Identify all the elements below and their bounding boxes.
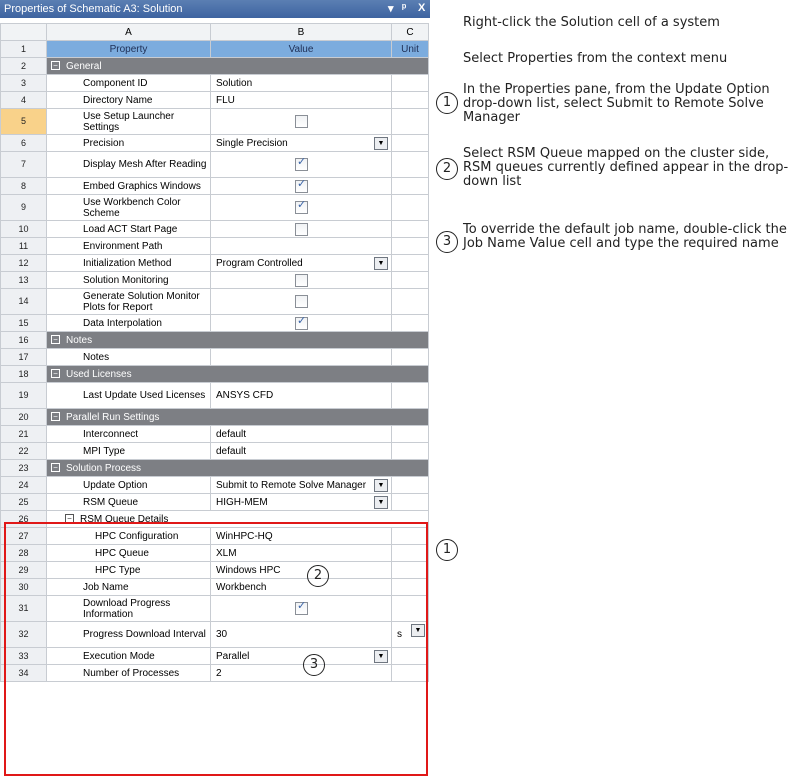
collapse-icon[interactable]: −	[51, 369, 60, 378]
property-label: Notes	[47, 349, 211, 366]
row-number: 5	[1, 109, 47, 135]
value-text: Submit to Remote Solve Manager	[216, 479, 367, 491]
instruction-line-2: Select Properties from the context menu	[463, 51, 728, 66]
property-label: RSM Queue	[47, 494, 211, 511]
header-row	[1, 41, 429, 58]
row-number: 9	[1, 195, 47, 221]
table-row[interactable]	[1, 562, 429, 579]
annotation-circle-3: 3	[303, 654, 325, 676]
unit-cell	[392, 92, 429, 109]
group-header[interactable]	[47, 332, 429, 349]
unit-cell[interactable]	[392, 622, 429, 648]
unit-cell	[392, 579, 429, 596]
value-cell[interactable]	[211, 477, 392, 494]
group-label: Parallel Run Settings	[66, 411, 160, 423]
checkbox[interactable]	[295, 158, 308, 171]
annotation-circle-1: 1	[436, 539, 458, 561]
value-text: 30	[216, 629, 228, 640]
table-row[interactable]	[1, 109, 429, 135]
unit-cell	[392, 665, 429, 682]
value-text: Workbench	[216, 581, 267, 593]
row-number: 12	[1, 255, 47, 272]
row-number: 8	[1, 178, 47, 195]
dropdown-arrow-icon[interactable]: ▼	[374, 650, 388, 663]
group-label: Solution Process	[66, 462, 142, 474]
subgroup-header[interactable]	[47, 511, 429, 528]
table-row[interactable]	[1, 315, 429, 332]
table-row[interactable]	[1, 58, 429, 75]
property-label: HPC Configuration	[47, 528, 211, 545]
row-number: 2	[1, 58, 47, 75]
unit-cell	[392, 562, 429, 579]
value-text: Windows HPC	[216, 564, 281, 576]
collapse-icon[interactable]: −	[51, 412, 60, 421]
value-cell[interactable]	[211, 545, 392, 562]
value-text: ANSYS CFD	[216, 390, 274, 401]
dropdown-arrow-icon[interactable]: ▾	[388, 3, 394, 15]
table-row[interactable]	[1, 152, 429, 178]
value-cell[interactable]	[211, 315, 392, 332]
table-row[interactable]	[1, 238, 429, 255]
table-row[interactable]	[1, 75, 429, 92]
value-text: Parallel	[216, 650, 250, 662]
value-cell[interactable]	[211, 152, 392, 178]
unit-cell	[392, 195, 429, 221]
checkbox[interactable]	[295, 317, 308, 330]
unit-cell	[392, 272, 429, 289]
property-label: Number of Processes	[47, 665, 211, 682]
table-row[interactable]	[1, 383, 429, 409]
table-row[interactable]	[1, 460, 429, 477]
value-text: default	[216, 445, 247, 457]
unit-cell	[392, 648, 429, 665]
subgroup-label: RSM Queue Details	[80, 513, 169, 525]
property-label: Solution Monitoring	[47, 272, 211, 289]
unit-cell	[392, 349, 429, 366]
row-number: 16	[1, 332, 47, 349]
value-cell[interactable]	[211, 135, 392, 152]
property-label: Execution Mode	[47, 648, 211, 665]
row-number: 25	[1, 494, 47, 511]
row-number: 20	[1, 409, 47, 426]
unit-cell	[392, 75, 429, 92]
collapse-icon[interactable]: −	[65, 514, 74, 523]
collapse-icon[interactable]: −	[51, 61, 60, 70]
annotation-circle-2: 2	[307, 565, 329, 587]
value-cell[interactable]	[211, 178, 392, 195]
value-cell[interactable]	[211, 622, 392, 648]
table-row[interactable]	[1, 366, 429, 383]
unit-text: s	[397, 629, 402, 640]
table-row[interactable]	[1, 195, 429, 221]
row-number: 11	[1, 238, 47, 255]
row-number: 4	[1, 92, 47, 109]
value-cell[interactable]	[211, 195, 392, 221]
row-number: 22	[1, 443, 47, 460]
header-row: 1	[1, 41, 47, 58]
table-row[interactable]	[1, 135, 429, 152]
value-cell[interactable]	[211, 665, 392, 682]
table-row[interactable]	[1, 665, 429, 682]
row-number: 28	[1, 545, 47, 562]
property-label: Interconnect	[47, 426, 211, 443]
checkbox[interactable]	[295, 223, 308, 236]
column-header-row	[1, 24, 429, 41]
checkbox[interactable]	[295, 201, 308, 214]
group-header[interactable]	[47, 460, 429, 477]
value-text: default	[216, 428, 247, 440]
value-cell[interactable]	[211, 349, 392, 366]
pin-icon[interactable]: ᵖ	[402, 2, 407, 14]
value-cell[interactable]	[211, 579, 392, 596]
property-label: Directory Name	[47, 92, 211, 109]
table-row[interactable]	[1, 221, 429, 238]
dropdown-arrow-icon[interactable]: ▼	[374, 257, 388, 270]
value-cell[interactable]	[211, 75, 392, 92]
group-label: Notes	[66, 334, 93, 346]
unit-cell	[392, 238, 429, 255]
table-row[interactable]	[1, 272, 429, 289]
property-label: Last Update Used Licenses	[47, 383, 211, 409]
property-label: Initialization Method	[47, 255, 211, 272]
checkbox[interactable]	[295, 602, 308, 615]
value-cell[interactable]	[211, 443, 392, 460]
unit-cell	[392, 477, 429, 494]
dropdown-arrow-icon[interactable]: ▼	[374, 479, 388, 492]
value-text: XLM	[216, 547, 237, 559]
table-row[interactable]	[1, 545, 429, 562]
checkbox[interactable]	[295, 274, 308, 287]
value-cell[interactable]	[211, 92, 392, 109]
row-number: 17	[1, 349, 47, 366]
checkbox[interactable]	[295, 115, 308, 128]
value-text: Program Controlled	[216, 257, 303, 269]
column-header-b[interactable]: B	[211, 24, 392, 41]
header-property: Property	[47, 41, 211, 58]
value-cell[interactable]	[211, 426, 392, 443]
value-text: Single Precision	[216, 137, 288, 149]
window-title: Properties of Schematic A3: Solution	[4, 3, 183, 15]
value-cell[interactable]	[211, 648, 392, 665]
unit-cell	[392, 221, 429, 238]
property-label: Precision	[47, 135, 211, 152]
property-label: Job Name	[47, 579, 211, 596]
unit-cell	[392, 443, 429, 460]
unit-cell	[392, 109, 429, 135]
table-row[interactable]	[1, 622, 429, 648]
unit-cell	[392, 178, 429, 195]
value-cell[interactable]	[211, 221, 392, 238]
row-number: 13	[1, 272, 47, 289]
table-row[interactable]	[1, 579, 429, 596]
value-cell[interactable]	[211, 528, 392, 545]
unit-cell	[392, 494, 429, 511]
row-number: 34	[1, 665, 47, 682]
property-label: Environment Path	[47, 238, 211, 255]
property-label: HPC Queue	[47, 545, 211, 562]
row-number: 24	[1, 477, 47, 494]
value-cell[interactable]	[211, 596, 392, 622]
column-header-corner[interactable]	[1, 24, 47, 41]
row-number: 30	[1, 579, 47, 596]
table-row[interactable]	[1, 349, 429, 366]
unit-cell	[392, 315, 429, 332]
column-header-c[interactable]: C	[392, 24, 429, 41]
unit-cell	[392, 289, 429, 315]
property-label: HPC Type	[47, 562, 211, 579]
header-unit: Unit	[392, 41, 429, 58]
property-label: Embed Graphics Windows	[47, 178, 211, 195]
value-text: HIGH-MEM	[216, 496, 268, 508]
property-label: Data Interpolation	[47, 315, 211, 332]
property-label: Component ID	[47, 75, 211, 92]
row-number: 21	[1, 426, 47, 443]
value-cell[interactable]	[211, 109, 392, 135]
row-number: 26	[1, 511, 47, 528]
value-text: Solution	[216, 77, 253, 89]
value-text: WinHPC-HQ	[216, 530, 273, 542]
group-header[interactable]	[47, 58, 429, 75]
property-label: Download Progress Information	[47, 596, 211, 622]
row-number: 14	[1, 289, 47, 315]
value-cell[interactable]	[211, 238, 392, 255]
table-row[interactable]	[1, 178, 429, 195]
table-row[interactable]	[1, 443, 429, 460]
column-header-a[interactable]: A	[47, 24, 211, 41]
table-row[interactable]	[1, 648, 429, 665]
group-label: Used Licenses	[66, 368, 132, 380]
table-row[interactable]	[1, 92, 429, 109]
table-row[interactable]	[1, 289, 429, 315]
row-number: 33	[1, 648, 47, 665]
checkbox[interactable]	[295, 180, 308, 193]
properties-table	[0, 23, 429, 682]
instruction-line-1: Right-click the Solution cell of a system	[463, 15, 720, 30]
group-header[interactable]	[47, 409, 429, 426]
unit-cell	[392, 152, 429, 178]
table-row[interactable]	[1, 511, 429, 528]
step-circle-2: 2	[436, 158, 458, 180]
group-label: General	[66, 60, 102, 72]
value-cell[interactable]	[211, 494, 392, 511]
row-number: 31	[1, 596, 47, 622]
unit-cell	[392, 135, 429, 152]
dropdown-arrow-icon[interactable]: ▼	[411, 624, 425, 637]
value-text: 2	[216, 667, 222, 679]
row-number: 10	[1, 221, 47, 238]
step-circle-3: 3	[436, 231, 458, 253]
row-number: 27	[1, 528, 47, 545]
table-row[interactable]	[1, 528, 429, 545]
table-row[interactable]	[1, 426, 429, 443]
unit-cell	[392, 596, 429, 622]
value-cell[interactable]	[211, 289, 392, 315]
value-cell[interactable]	[211, 255, 392, 272]
row-number: 32	[1, 622, 47, 648]
dropdown-arrow-icon[interactable]: ▼	[374, 137, 388, 150]
row-number: 7	[1, 152, 47, 178]
unit-cell	[392, 528, 429, 545]
title-bar	[0, 0, 430, 18]
table-row[interactable]	[1, 332, 429, 349]
value-cell[interactable]	[211, 562, 392, 579]
collapse-icon[interactable]: −	[51, 463, 60, 472]
table-row[interactable]	[1, 596, 429, 622]
unit-cell	[392, 383, 429, 409]
row-number: 19	[1, 383, 47, 409]
property-label: MPI Type	[47, 443, 211, 460]
property-label: Progress Download Interval	[47, 622, 211, 648]
instruction-step-3: To override the default job name, double-click the Job Name Value cell and type the required name	[463, 222, 787, 251]
property-label: Load ACT Start Page	[47, 221, 211, 238]
value-text: FLU	[216, 94, 235, 106]
table-row[interactable]	[1, 494, 429, 511]
dropdown-arrow-icon[interactable]: ▼	[374, 496, 388, 509]
property-label: Use Workbench Color Scheme	[47, 195, 211, 221]
table-row[interactable]	[1, 477, 429, 494]
unit-cell	[392, 255, 429, 272]
row-number: 18	[1, 366, 47, 383]
row-number: 6	[1, 135, 47, 152]
instruction-step-2: Select RSM Queue mapped on the cluster side, RSM queues currently defined appear in the drop-down list	[463, 146, 789, 189]
table-row[interactable]	[1, 255, 429, 272]
value-cell[interactable]	[211, 272, 392, 289]
row-number: 23	[1, 460, 47, 477]
property-label: Use Setup Launcher Settings	[47, 109, 211, 135]
table-row[interactable]	[1, 409, 429, 426]
row-number: 29	[1, 562, 47, 579]
unit-cell	[392, 545, 429, 562]
instruction-step-1: In the Properties pane, from the Update Option drop-down list, select Submit to Remote Solve Manager	[463, 82, 770, 125]
property-label: Generate Solution Monitor Plots for Report	[47, 289, 211, 315]
collapse-icon[interactable]: −	[51, 335, 60, 344]
close-icon[interactable]: X	[418, 2, 426, 14]
step-circle-1: 1	[436, 92, 458, 114]
group-header[interactable]	[47, 366, 429, 383]
header-value: Value	[211, 41, 392, 58]
property-label: Display Mesh After Reading	[47, 152, 211, 178]
checkbox[interactable]	[295, 295, 308, 308]
unit-cell	[392, 426, 429, 443]
row-number: 3	[1, 75, 47, 92]
value-cell[interactable]	[211, 383, 392, 409]
row-number: 15	[1, 315, 47, 332]
property-label: Update Option	[47, 477, 211, 494]
